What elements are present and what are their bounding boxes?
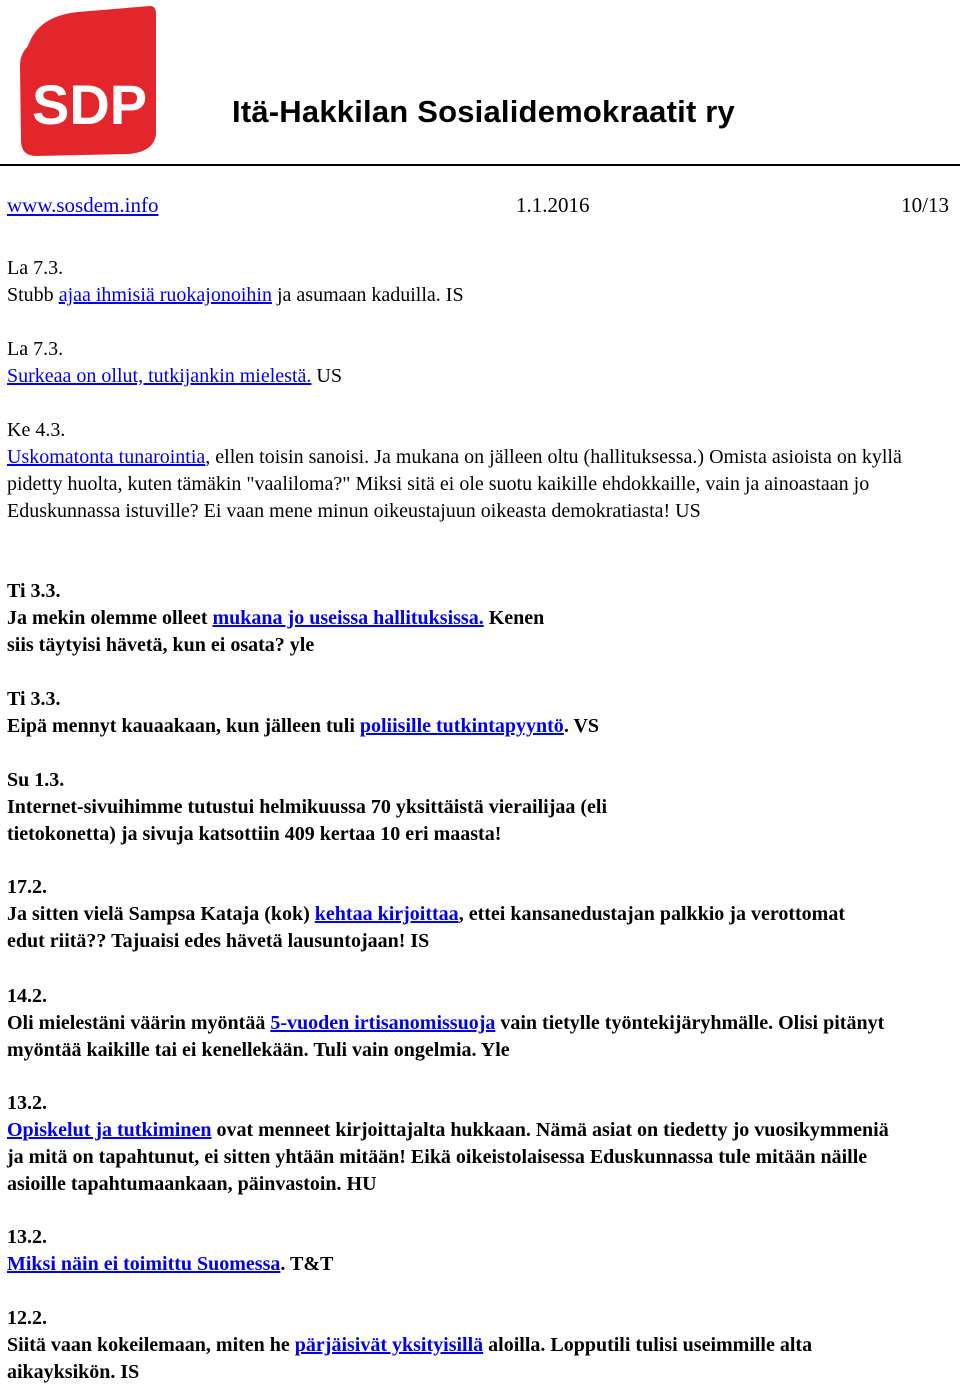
entry-link[interactable]: poliisille tutkintapyyntö (359, 715, 564, 737)
header-divider (0, 164, 960, 166)
entry-link[interactable]: Opiskelut ja tutkiminen (7, 1119, 212, 1141)
entry-date: 13.2. (7, 1092, 47, 1114)
page-number: 10/13 (901, 193, 949, 217)
entry-date: 13.2. (7, 1226, 47, 1248)
logo-text: SDP (32, 73, 148, 136)
news-entry (7, 767, 687, 848)
news-entry (7, 336, 947, 390)
entry-date: La 7.3. (7, 338, 64, 360)
entry-text: Oli mielestäni väärin myöntää (7, 1012, 271, 1034)
page-header (0, 0, 960, 170)
meta-row (7, 193, 949, 223)
sdp-logo (18, 6, 158, 156)
entry-text: US (311, 365, 342, 387)
entry-date: La 7.3. (7, 257, 64, 279)
news-entry (7, 1224, 947, 1278)
entry-text: Siitä vaan kokeilemaan, miten he (7, 1334, 295, 1356)
entry-link[interactable]: Surkeaa on ollut, tutkijankin mielestä. (7, 365, 312, 387)
entry-date: Ti 3.3. (7, 580, 61, 602)
entry-text: ja asumaan kaduilla. IS (271, 284, 464, 306)
entry-date: 14.2. (7, 985, 47, 1007)
entry-text: , ettei kansanedustajan palkkio ja verottomat edut riitä?? Tajuaisi edes hävetä lausuntojaan! IS (7, 903, 845, 952)
entry-link[interactable]: kehtaa kirjoittaa (314, 903, 459, 925)
entry-text: vain tietylle työntekijäryhmälle. Olisi pitänyt myöntää kaikille tai ei kenellekään. Tuli vain ongelmia. Yle (7, 1012, 885, 1061)
site-url-link[interactable]: www.sosdem.info (7, 193, 159, 217)
entry-date: 12.2. (7, 1307, 47, 1329)
entry-date: Ke 4.3. (7, 419, 66, 441)
entry-text: ovat menneet kirjoittajalta hukkaan. Nämä asiat on tiedetty jo vuosikymmeniä ja mitä on tapahtunut, ei sitten yhtään mitään! Eikä oikeistolaisessa Eduskunnassa tule mitään näille asioille tapahtumaankaan, päinvastoin. HU (7, 1119, 889, 1195)
entry-text: Internet-sivuihimme tutustui helmikuussa 70 yksittäistä vierailijaa (eli tietokonetta) ja sivuja katsottiin 409 kertaa 10 eri maasta! (7, 796, 608, 845)
news-entry (7, 417, 912, 525)
entry-text: Kenen siis täytyisi hävetä, kun ei osata? yle (7, 607, 545, 656)
entry-link[interactable]: mukana jo useissa hallituksissa. (212, 607, 484, 629)
news-entry (7, 874, 887, 955)
entry-date: Ti 3.3. (7, 688, 61, 710)
entry-link[interactable]: pärjäisivät yksityisillä (294, 1334, 484, 1356)
entry-date: 17.2. (7, 876, 47, 898)
entry-text: Ja sitten vielä Sampsa Kataja (kok) (7, 903, 315, 925)
news-entry (7, 578, 567, 659)
entry-link[interactable]: Uskomatonta tunarointia (7, 446, 206, 468)
entry-text: . T&T (280, 1253, 334, 1275)
entry-text: , ellen toisin sanoisi. Ja mukana on jälleen oltu (hallituksessa.) Omista asioista on kyllä pidetty huolta, kuten tämäkin "vaaliloma?" Miksi sitä ei ole suotu kaikille ehdokkaille, vain ja ainoastaan jo Eduskunnassa istuville? Ei vaan mene minun oikeustajuun oikeasta demokratiasta! US (7, 446, 902, 522)
news-entry (7, 686, 947, 740)
entry-link[interactable]: 5-vuoden irtisanomissuoja (270, 1012, 496, 1034)
entry-text: Ja mekin olemme olleet (7, 607, 213, 629)
news-entry (7, 1305, 917, 1386)
entry-link[interactable]: ajaa ihmisiä ruokajonoihin (58, 284, 272, 306)
entry-date: Su 1.3. (7, 769, 65, 791)
entry-text: . VS (563, 715, 600, 737)
entry-text: Eipä mennyt kauaakaan, kun jälleen tuli (7, 715, 360, 737)
site-title: Itä-Hakkilan Sosialidemokraatit ry (232, 94, 735, 129)
news-entry (7, 983, 947, 1064)
entry-text: Stubb (7, 284, 59, 306)
entry-link[interactable]: Miksi näin ei toimittu Suomessa (7, 1253, 281, 1275)
document-date: 1.1.2016 (516, 193, 590, 217)
news-entry (7, 1090, 892, 1198)
entry-text: aloilla. Lopputili tulisi useimmille alta aikayksikön. IS (7, 1334, 813, 1383)
news-entry (7, 255, 947, 309)
